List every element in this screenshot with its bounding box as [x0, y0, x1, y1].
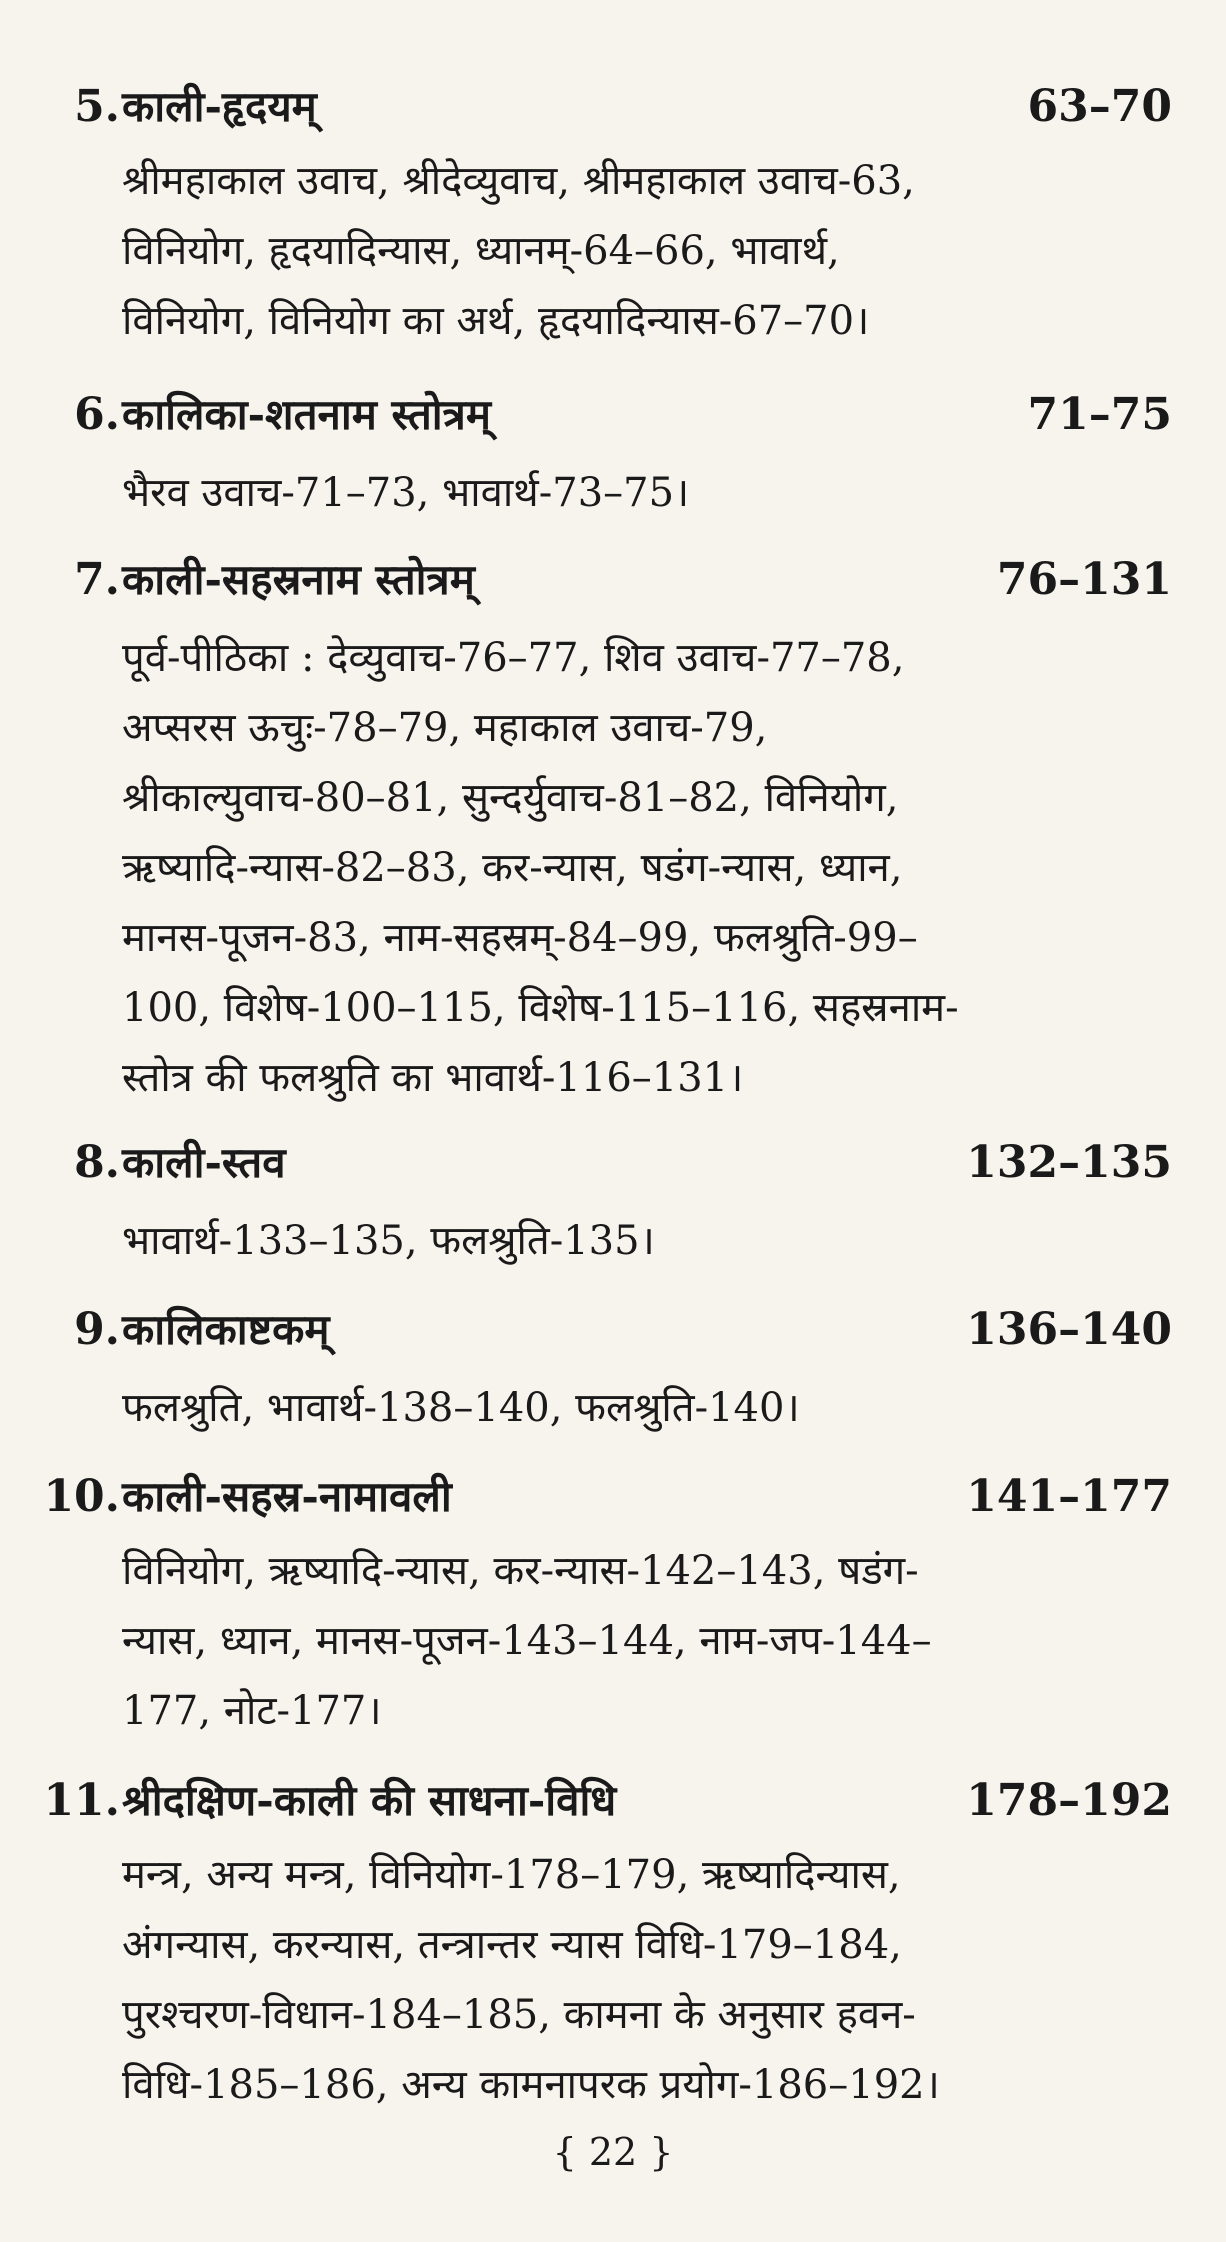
entry-number: 5. [74, 81, 120, 132]
entry-page-range: 71–75 [1027, 389, 1172, 440]
description-line: फलश्रुति, भावार्थ-138–140, फलश्रुति-140। [122, 1385, 800, 1431]
description-line: न्यास, ध्यान, मानस-पूजन-143–144, नाम-जप-144– [122, 1618, 932, 1664]
toc-entry-7 [0, 545, 1226, 1101]
page-number: { 22 } [552, 2130, 674, 2174]
entry-title: काली-हृदयम् [122, 82, 317, 131]
entry-page-range: 76–131 [996, 554, 1172, 605]
description-line: पूर्व-पीठिका : देव्युवाच-76–77, शिव उवाच-77–78, [122, 635, 905, 681]
entry-page-range: 141–177 [966, 1471, 1172, 1522]
entry-number: 7. [74, 554, 120, 605]
description-line: श्रीमहाकाल उवाच, श्रीदेव्युवाच, श्रीमहाकाल उवाच-63, [122, 158, 915, 204]
entry-title: कालिका-शतनाम स्तोत्रम् [122, 390, 491, 439]
description-line: ऋष्यादि-न्यास-82–83, कर-न्यास, षडंग-न्यास, ध्यान, [122, 845, 903, 891]
description-line: 177, नोट-177। [122, 1688, 382, 1734]
description-line: अप्सरस ऊचुः-78–79, महाकाल उवाच-79, [122, 705, 768, 751]
entry-description [122, 623, 1122, 1113]
description-line: अंगन्यास, करन्यास, तन्त्रान्तर न्यास विधि-179–184, [122, 1922, 902, 1968]
entry-title: श्रीदक्षिण-काली की साधना-विधि [122, 1776, 617, 1825]
entry-page-range: 178–192 [966, 1775, 1172, 1826]
description-line: भावार्थ-133–135, फलश्रुति-135। [122, 1218, 655, 1264]
description-line: 100, विशेष-100–115, विशेष-115–116, सहस्रनाम- [122, 985, 959, 1031]
entry-description [122, 458, 1122, 528]
entry-number: 11. [43, 1775, 120, 1826]
toc-entry-5 [0, 72, 1226, 344]
entry-heading [0, 545, 1226, 615]
entry-page-range: 63–70 [1027, 81, 1172, 132]
entry-title: काली-सहस्र-नामावली [122, 1472, 452, 1521]
entry-page-range: 132–135 [966, 1137, 1172, 1188]
entry-heading [0, 1128, 1226, 1198]
entry-title: काली-स्तव [122, 1138, 286, 1187]
entry-title: काली-सहस्रनाम स्तोत्रम् [122, 555, 475, 604]
description-line: विनियोग, हृदयादिन्यास, ध्यानम्-64–66, भावार्थ, [122, 228, 840, 274]
entry-heading [0, 1462, 1226, 1532]
toc-entry-10 [0, 1462, 1226, 1734]
description-line: विनियोग, विनियोग का अर्थ, हृदयादिन्यास-67–70। [122, 298, 870, 344]
entry-number: 6. [74, 389, 120, 440]
description-line: भैरव उवाच-71–73, भावार्थ-73–75। [122, 470, 690, 516]
toc-entry-11 [0, 1766, 1226, 2108]
description-line: विधि-185–186, अन्य कामनापरक प्रयोग-186–192। [122, 2062, 940, 2108]
entry-heading [0, 380, 1226, 450]
entry-number: 9. [74, 1304, 120, 1355]
entry-heading [0, 1295, 1226, 1365]
entry-title: कालिकाष्टकम् [122, 1305, 330, 1354]
description-line: स्तोत्र की फलश्रुति का भावार्थ-116–131। [122, 1055, 744, 1101]
entry-description [122, 146, 1122, 356]
entry-number: 10. [43, 1471, 120, 1522]
entry-description [122, 1536, 1122, 1746]
entry-heading [0, 1766, 1226, 1836]
description-line: मन्त्र, अन्य मन्त्र, विनियोग-178–179, ऋष्यादिन्यास, [122, 1852, 901, 1898]
description-line: पुरश्चरण-विधान-184–185, कामना के अनुसार हवन- [122, 1992, 916, 2038]
entry-description [122, 1206, 1122, 1276]
description-line: श्रीकाल्युवाच-80–81, सुन्दर्युवाच-81–82, विनियोग, [122, 775, 899, 821]
entry-description [122, 1840, 1122, 2120]
toc-entry-8 [0, 1128, 1226, 1264]
entry-description [122, 1373, 1122, 1443]
description-line: मानस-पूजन-83, नाम-सहस्रम्-84–99, फलश्रुति-99– [122, 915, 918, 961]
entry-page-range: 136–140 [966, 1304, 1172, 1355]
entry-heading [0, 72, 1226, 142]
toc-entry-9 [0, 1295, 1226, 1431]
toc-entry-6 [0, 380, 1226, 516]
description-line: विनियोग, ऋष्यादि-न्यास, कर-न्यास-142–143, षडंग- [122, 1548, 919, 1594]
entry-number: 8. [74, 1137, 120, 1188]
